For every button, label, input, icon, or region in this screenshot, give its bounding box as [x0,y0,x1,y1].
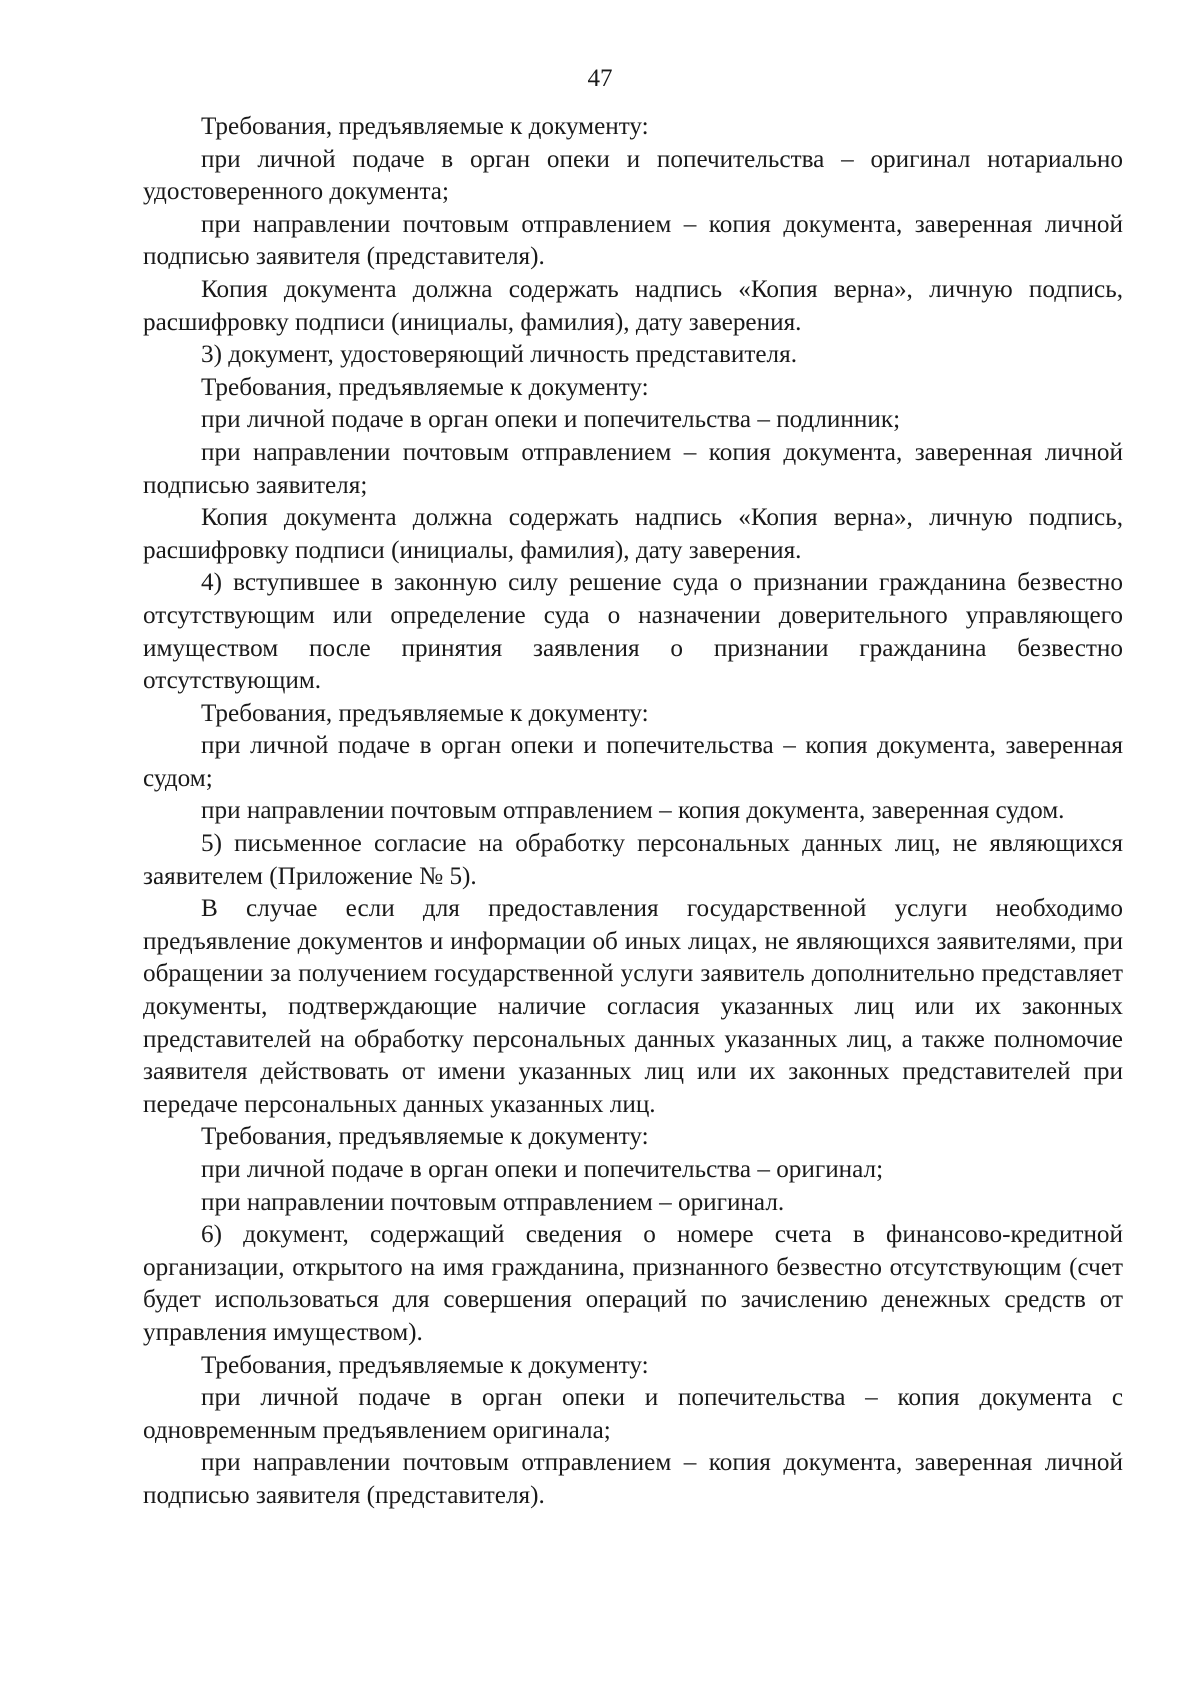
paragraph-requirements-2: Требования, предъявляемые к документу: [201,373,649,401]
paragraph-postal-submission-3: при направлении почтовым отправлением – копия документа, заверенная судом. [201,797,1065,825]
paragraph-item-5: 5) письменное согласие на обработку персональных данных лиц, не являющихся заявителем (Приложение № 5). [143,830,1123,890]
paragraph-copy-certification-2: Копия документа должна содержать надпись «Копия верна», личную подпись, расшифровку подписи (инициалы, фамилия), дату заверения. [143,504,1123,564]
paragraph-postal-submission-2: при направлении почтовым отправлением – копия документа, заверенная личной подписью заявителя; [143,438,1123,499]
paragraph-item-3: 3) документ, удостоверяющий личность представителя. [201,341,797,369]
paragraph-personal-submission-1: при личной подаче в орган опеки и попечительства – оригинал нотариально удостоверенного документа; [143,145,1123,206]
paragraph-personal-submission-5: при личной подаче в орган опеки и попечительства – копия документа с одновременным предъявлением оригинала; [143,1384,1123,1444]
paragraph-personal-submission-2: при личной подаче в орган опеки и попечительства – подлинник; [201,406,901,434]
paragraph-requirements-1: Требования, предъявляемые к документу: [201,113,649,140]
paragraph-requirements-4: Требования, предъявляемые к документу: [201,1123,649,1151]
paragraph-requirements-5: Требования, предъявляемые к документу: [201,1351,649,1379]
paragraph-personal-submission-3: при личной подаче в орган опеки и попечительства – копия документа, заверенная судом; [143,732,1123,792]
page-number: 47 [587,65,613,92]
paragraph-item-4: 4) вступившее в законную силу решение суда о признании гражданина безвестно отсутствующим или определение суда о назначении доверительного управляющего имуществом после принятия заявления о признании гражданина безвестно отсутствующим. [143,569,1123,695]
paragraph-postal-submission-5: при направлении почтовым отправлением – копия документа, заверенная личной подписью заявителя (представителя). [143,1449,1123,1509]
paragraph-item-6: 6) документ, содержащий сведения о номере счета в финансово-кредитной организации, открытого на имя гражданина, признанного безвестно отсутствующим (счет будет использоваться для совершения операций по зачислению денежных средств от управления имуществом). [143,1221,1123,1346]
document-body [143,111,1123,1513]
paragraph-third-party-consent: В случае если для предоставления государственной услуги необходимо предъявление документов и информации об иных лицах, не являющихся заявителями, при обращении за получением государственной услуги заявитель дополнительно представляет документы, подтверждающие наличие согласия указанных лиц или их законных представителей на обработку персональных данных указанных лиц, а также полномочие заявителя действовать от имени указанных лиц или их законных представителей при передаче персональных данных указанных лиц. [143,895,1123,1118]
paragraph-postal-submission-4: при направлении почтовым отправлением – оригинал. [201,1188,785,1216]
paragraph-copy-certification-1: Копия документа должна содержать надпись «Копия верна», личную подпись, расшифровку подписи (инициалы, фамилия), дату заверения. [143,275,1123,336]
paragraph-requirements-3: Требования, предъявляемые к документу: [201,699,649,727]
paragraph-postal-submission-1: при направлении почтовым отправлением – копия документа, заверенная личной подписью заявителя (представителя). [143,210,1123,271]
paragraph-personal-submission-4: при личной подаче в орган опеки и попечительства – оригинал; [201,1156,884,1183]
